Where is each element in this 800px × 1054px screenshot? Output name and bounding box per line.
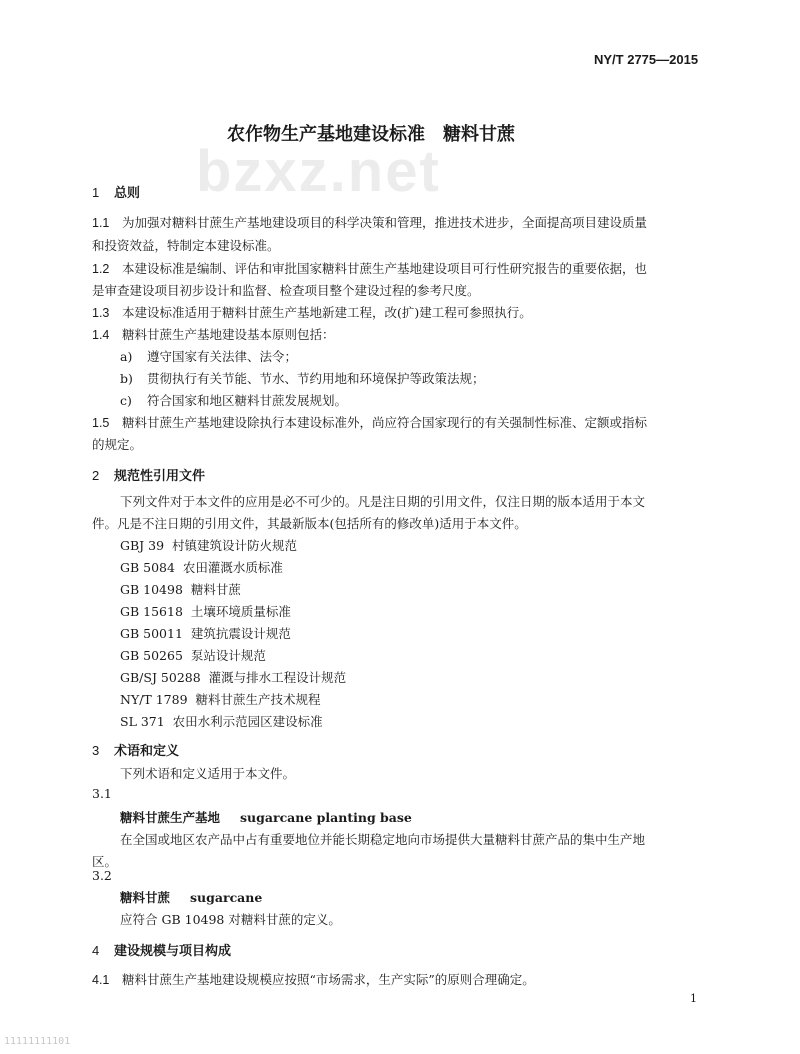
reference-item xyxy=(120,558,283,576)
reference-code: GB 5084 xyxy=(120,560,175,575)
section-number: 4 xyxy=(92,943,100,958)
reference-title: 泵站设计规范 xyxy=(190,648,266,663)
reference-code: NY/T 1789 xyxy=(120,692,188,707)
section-title: 术语和定义 xyxy=(114,744,180,759)
reference-item xyxy=(120,712,323,730)
reference-title: 糖料甘蔗生产技术规程 xyxy=(195,692,321,707)
clause-text: 糖料甘蔗生产基地建设规模应按照“市场需求，生产实际”的原则合理确定。 xyxy=(122,972,535,987)
section-2-heading xyxy=(92,465,205,484)
section-number: 2 xyxy=(92,468,100,483)
references-intro-cont: 件。凡是不注日期的引用文件，其最新版本(包括所有的修改单)适用于本文件。 xyxy=(92,516,527,531)
page-number: 1 xyxy=(690,992,697,1005)
reference-title: 建筑抗震设计规范 xyxy=(190,626,291,641)
reference-code: GB/SJ 50288 xyxy=(120,670,201,685)
clause-1-1-cont: 和投资效益，特制定本建设标准。 xyxy=(92,238,280,253)
watermark: bzxz.net xyxy=(196,139,441,204)
principle-item xyxy=(120,369,485,387)
section-number: 1 xyxy=(92,185,100,200)
clause-text: 本建设标准适用于糖料甘蔗生产基地新建工程，改(扩)建工程可参照执行。 xyxy=(122,305,532,320)
clause-1-4 xyxy=(92,325,335,343)
reference-item xyxy=(120,602,291,620)
scan-mark: 11111111101 xyxy=(4,1036,71,1047)
term-number: 3.1 xyxy=(92,786,112,801)
section-number: 3 xyxy=(92,743,100,758)
document-title: 农作物生产基地建设标准 糖料甘蔗 xyxy=(227,124,515,145)
clause-text: 为加强对糖料甘蔗生产基地建设项目的科学决策和管理，推进技术进步，全面提高项目建设质量 xyxy=(122,215,648,230)
reference-code: GBJ 39 xyxy=(120,538,165,553)
principle-item xyxy=(120,391,347,409)
list-marker: b) xyxy=(120,371,133,386)
list-marker: a) xyxy=(120,349,133,364)
reference-title: 糖料甘蔗 xyxy=(190,582,241,597)
term-number: 3.2 xyxy=(92,868,112,883)
term-cn: 糖料甘蔗 xyxy=(120,890,171,905)
clause-1-3 xyxy=(92,303,532,321)
clause-number: 1.3 xyxy=(92,306,110,320)
term-en: sugarcane planting base xyxy=(240,810,412,825)
term-cn: 糖料甘蔗生产基地 xyxy=(120,810,221,825)
clause-1-5 xyxy=(92,413,647,431)
reference-item xyxy=(120,646,266,664)
section-title: 建设规模与项目构成 xyxy=(114,944,232,959)
reference-code: GB 50011 xyxy=(120,626,183,641)
clause-text: 本建设标准是编制、评估和审批国家糖料甘蔗生产基地建设项目可行性研究报告的重要依据，也 xyxy=(122,261,648,276)
reference-title: 村镇建筑设计防火规范 xyxy=(172,538,298,553)
clause-number: 1.1 xyxy=(92,216,110,230)
term-definition: 应符合 GB 10498 对糖料甘蔗的定义。 xyxy=(120,912,341,927)
reference-item xyxy=(120,668,346,686)
section-title: 总则 xyxy=(114,186,141,201)
references-intro: 下列文件对于本文件的应用是必不可少的。凡是注日期的引用文件，仅注日期的版本适用于本文 xyxy=(120,494,646,509)
term-definition: 在全国或地区农产品中占有重要地位并能长期稳定地向市场提供大量糖料甘蔗产品的集中生产地 xyxy=(120,832,646,847)
clause-1-1 xyxy=(92,213,647,231)
section-title: 规范性引用文件 xyxy=(114,469,206,484)
reference-item xyxy=(120,580,241,598)
section-3-heading xyxy=(92,740,179,759)
clause-1-2 xyxy=(92,259,647,277)
clause-number: 4.1 xyxy=(92,973,110,987)
reference-code: GB 15618 xyxy=(120,604,183,619)
clause-text: 糖料甘蔗生产基地建设除执行本建设标准外，尚应符合国家现行的有关强制性标准、定额或指标 xyxy=(122,415,648,430)
terms-intro: 下列术语和定义适用于本文件。 xyxy=(120,766,296,781)
reference-title: 农田水利示范园区建设标准 xyxy=(172,714,323,729)
clause-4-1 xyxy=(92,970,535,988)
term-heading xyxy=(120,888,262,906)
principle-text: 遵守国家有关法律、法令； xyxy=(147,349,298,364)
reference-title: 农田灌溉水质标准 xyxy=(182,560,283,575)
clause-1-5-cont: 的规定。 xyxy=(92,437,143,452)
section-1-heading xyxy=(92,182,140,201)
term-definition-cont: 区。 xyxy=(92,854,118,869)
principle-item xyxy=(120,347,297,365)
term-heading xyxy=(120,808,412,826)
clause-number: 1.4 xyxy=(92,328,110,342)
clause-number: 1.5 xyxy=(92,416,110,430)
section-4-heading xyxy=(92,940,231,959)
reference-code: GB 10498 xyxy=(120,582,183,597)
list-marker: c) xyxy=(120,393,132,408)
reference-code: GB 50265 xyxy=(120,648,183,663)
term-en: sugarcane xyxy=(190,890,263,905)
reference-item xyxy=(120,690,321,708)
clause-number: 1.2 xyxy=(92,262,110,276)
reference-item xyxy=(120,536,297,554)
reference-title: 灌溉与排水工程设计规范 xyxy=(208,670,347,685)
clause-text: 糖料甘蔗生产基地建设基本原则包括： xyxy=(122,327,335,342)
reference-title: 土壤环境质量标准 xyxy=(190,604,291,619)
clause-1-2-cont: 是审查建设项目初步设计和监督、检查项目整个建设过程的参考尺度。 xyxy=(92,283,480,298)
standard-number: NY/T 2775—2015 xyxy=(594,52,699,67)
principle-text: 贯彻执行有关节能、节水、节约用地和环境保护等政策法规； xyxy=(147,371,485,386)
reference-code: SL 371 xyxy=(120,714,165,729)
reference-item xyxy=(120,624,291,642)
principle-text: 符合国家和地区糖料甘蔗发展规划。 xyxy=(147,393,348,408)
